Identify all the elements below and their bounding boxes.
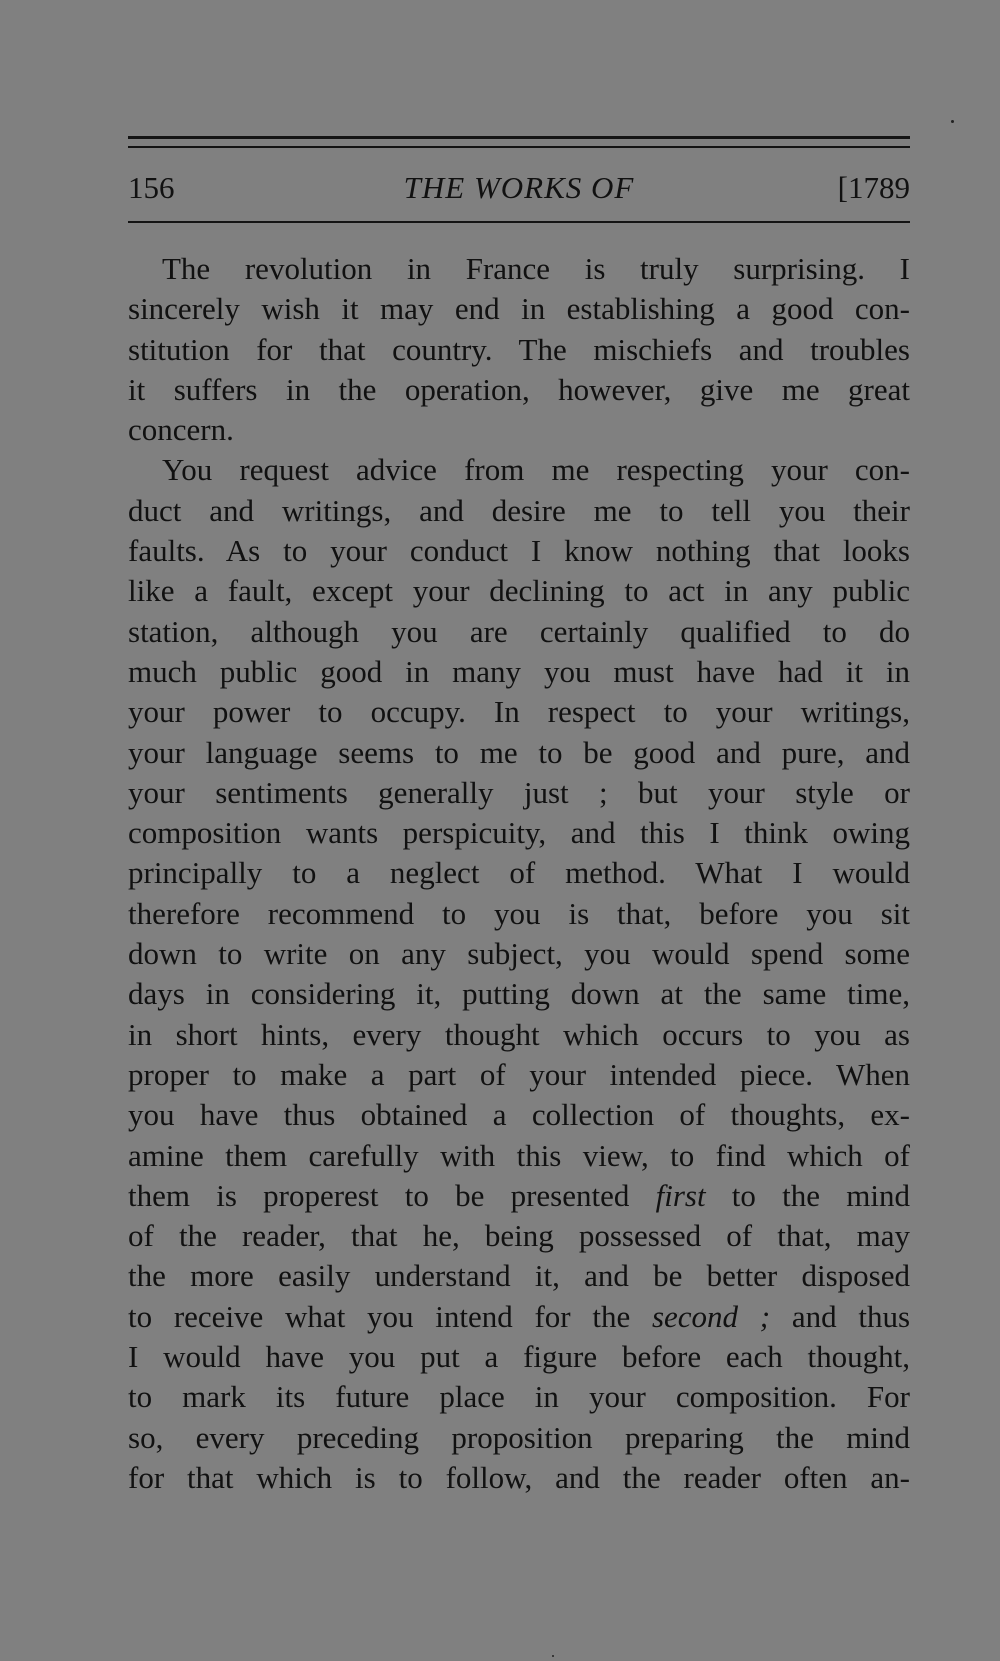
text-line: station, although you are certainly qualified to do — [128, 613, 910, 649]
text-line: much public good in many you must have had it in — [128, 653, 910, 689]
header-rule-top — [128, 136, 910, 139]
text-line: you have thus obtained a collection of thoughts, ex- — [128, 1097, 910, 1133]
header-rule-top-thin — [128, 146, 910, 148]
italic-text: second ; — [651, 1298, 771, 1334]
text-line: I would have you put a figure before each thought, — [128, 1339, 910, 1375]
running-year: [1789 — [837, 170, 910, 205]
text-line: faults. As to your conduct I know nothing that looks — [128, 533, 910, 569]
text-line: sincerely wish it may end in establishing a good con- — [128, 291, 910, 327]
header-rule-bottom — [128, 221, 910, 223]
italic-text: first — [655, 1177, 706, 1213]
text-line: it suffers in the operation, however, give me great — [128, 371, 910, 407]
text-line: The revolution in France is truly surprising. I — [162, 251, 910, 286]
text-run: and thus — [770, 1298, 911, 1334]
text-line: therefore recommend to you is that, before you sit — [128, 895, 910, 931]
text-line: down to write on any subject, you would spend some — [128, 936, 910, 972]
text-line: your sentiments generally just ; but your style or — [128, 774, 910, 810]
text-line: the more easily understand it, and be better disposed — [128, 1258, 910, 1294]
text-run: to the mind — [705, 1177, 910, 1213]
text-line: duct and writings, and desire me to tell you their — [128, 492, 910, 528]
running-head — [128, 166, 910, 210]
text-line: concern. — [128, 412, 234, 448]
running-title: THE WORKS OF — [403, 170, 635, 205]
text-line: You request advice from me respecting your con- — [162, 452, 910, 488]
text-run: them is properest to be presented — [128, 1177, 656, 1213]
text-line: days in considering it, putting down at the same time, — [128, 976, 910, 1012]
text-line — [128, 1297, 910, 1337]
text-line: principally to a neglect of method. What I would — [128, 855, 910, 891]
text-line — [128, 1176, 910, 1216]
text-line: stitution for that country. The mischiefs and troubles — [128, 331, 910, 367]
text-line: your power to occupy. In respect to your writings, — [128, 694, 910, 730]
text-line: of the reader, that he, being possessed of that, may — [128, 1218, 910, 1254]
text-line: for that which is to follow, and the reader often an- — [128, 1459, 910, 1495]
paper-speck — [552, 1655, 554, 1657]
text-run: to receive what you intend for the — [128, 1298, 652, 1334]
paper-speck — [951, 120, 954, 123]
text-line: so, every preceding proposition preparing the mind — [128, 1419, 910, 1455]
text-line: in short hints, every thought which occurs to you as — [128, 1016, 910, 1052]
page-number: 156 — [128, 170, 175, 205]
text-line: like a fault, except your declining to act in any public — [128, 573, 910, 609]
text-line: proper to make a part of your intended piece. When — [128, 1056, 910, 1092]
text-line: your language seems to me to be good and pure, and — [128, 734, 910, 770]
text-line: composition wants perspicuity, and this I think owing — [128, 815, 910, 851]
text-line: amine them carefully with this view, to find which of — [128, 1137, 910, 1173]
text-line: to mark its future place in your composition. For — [128, 1379, 910, 1415]
body-text — [128, 249, 910, 1498]
